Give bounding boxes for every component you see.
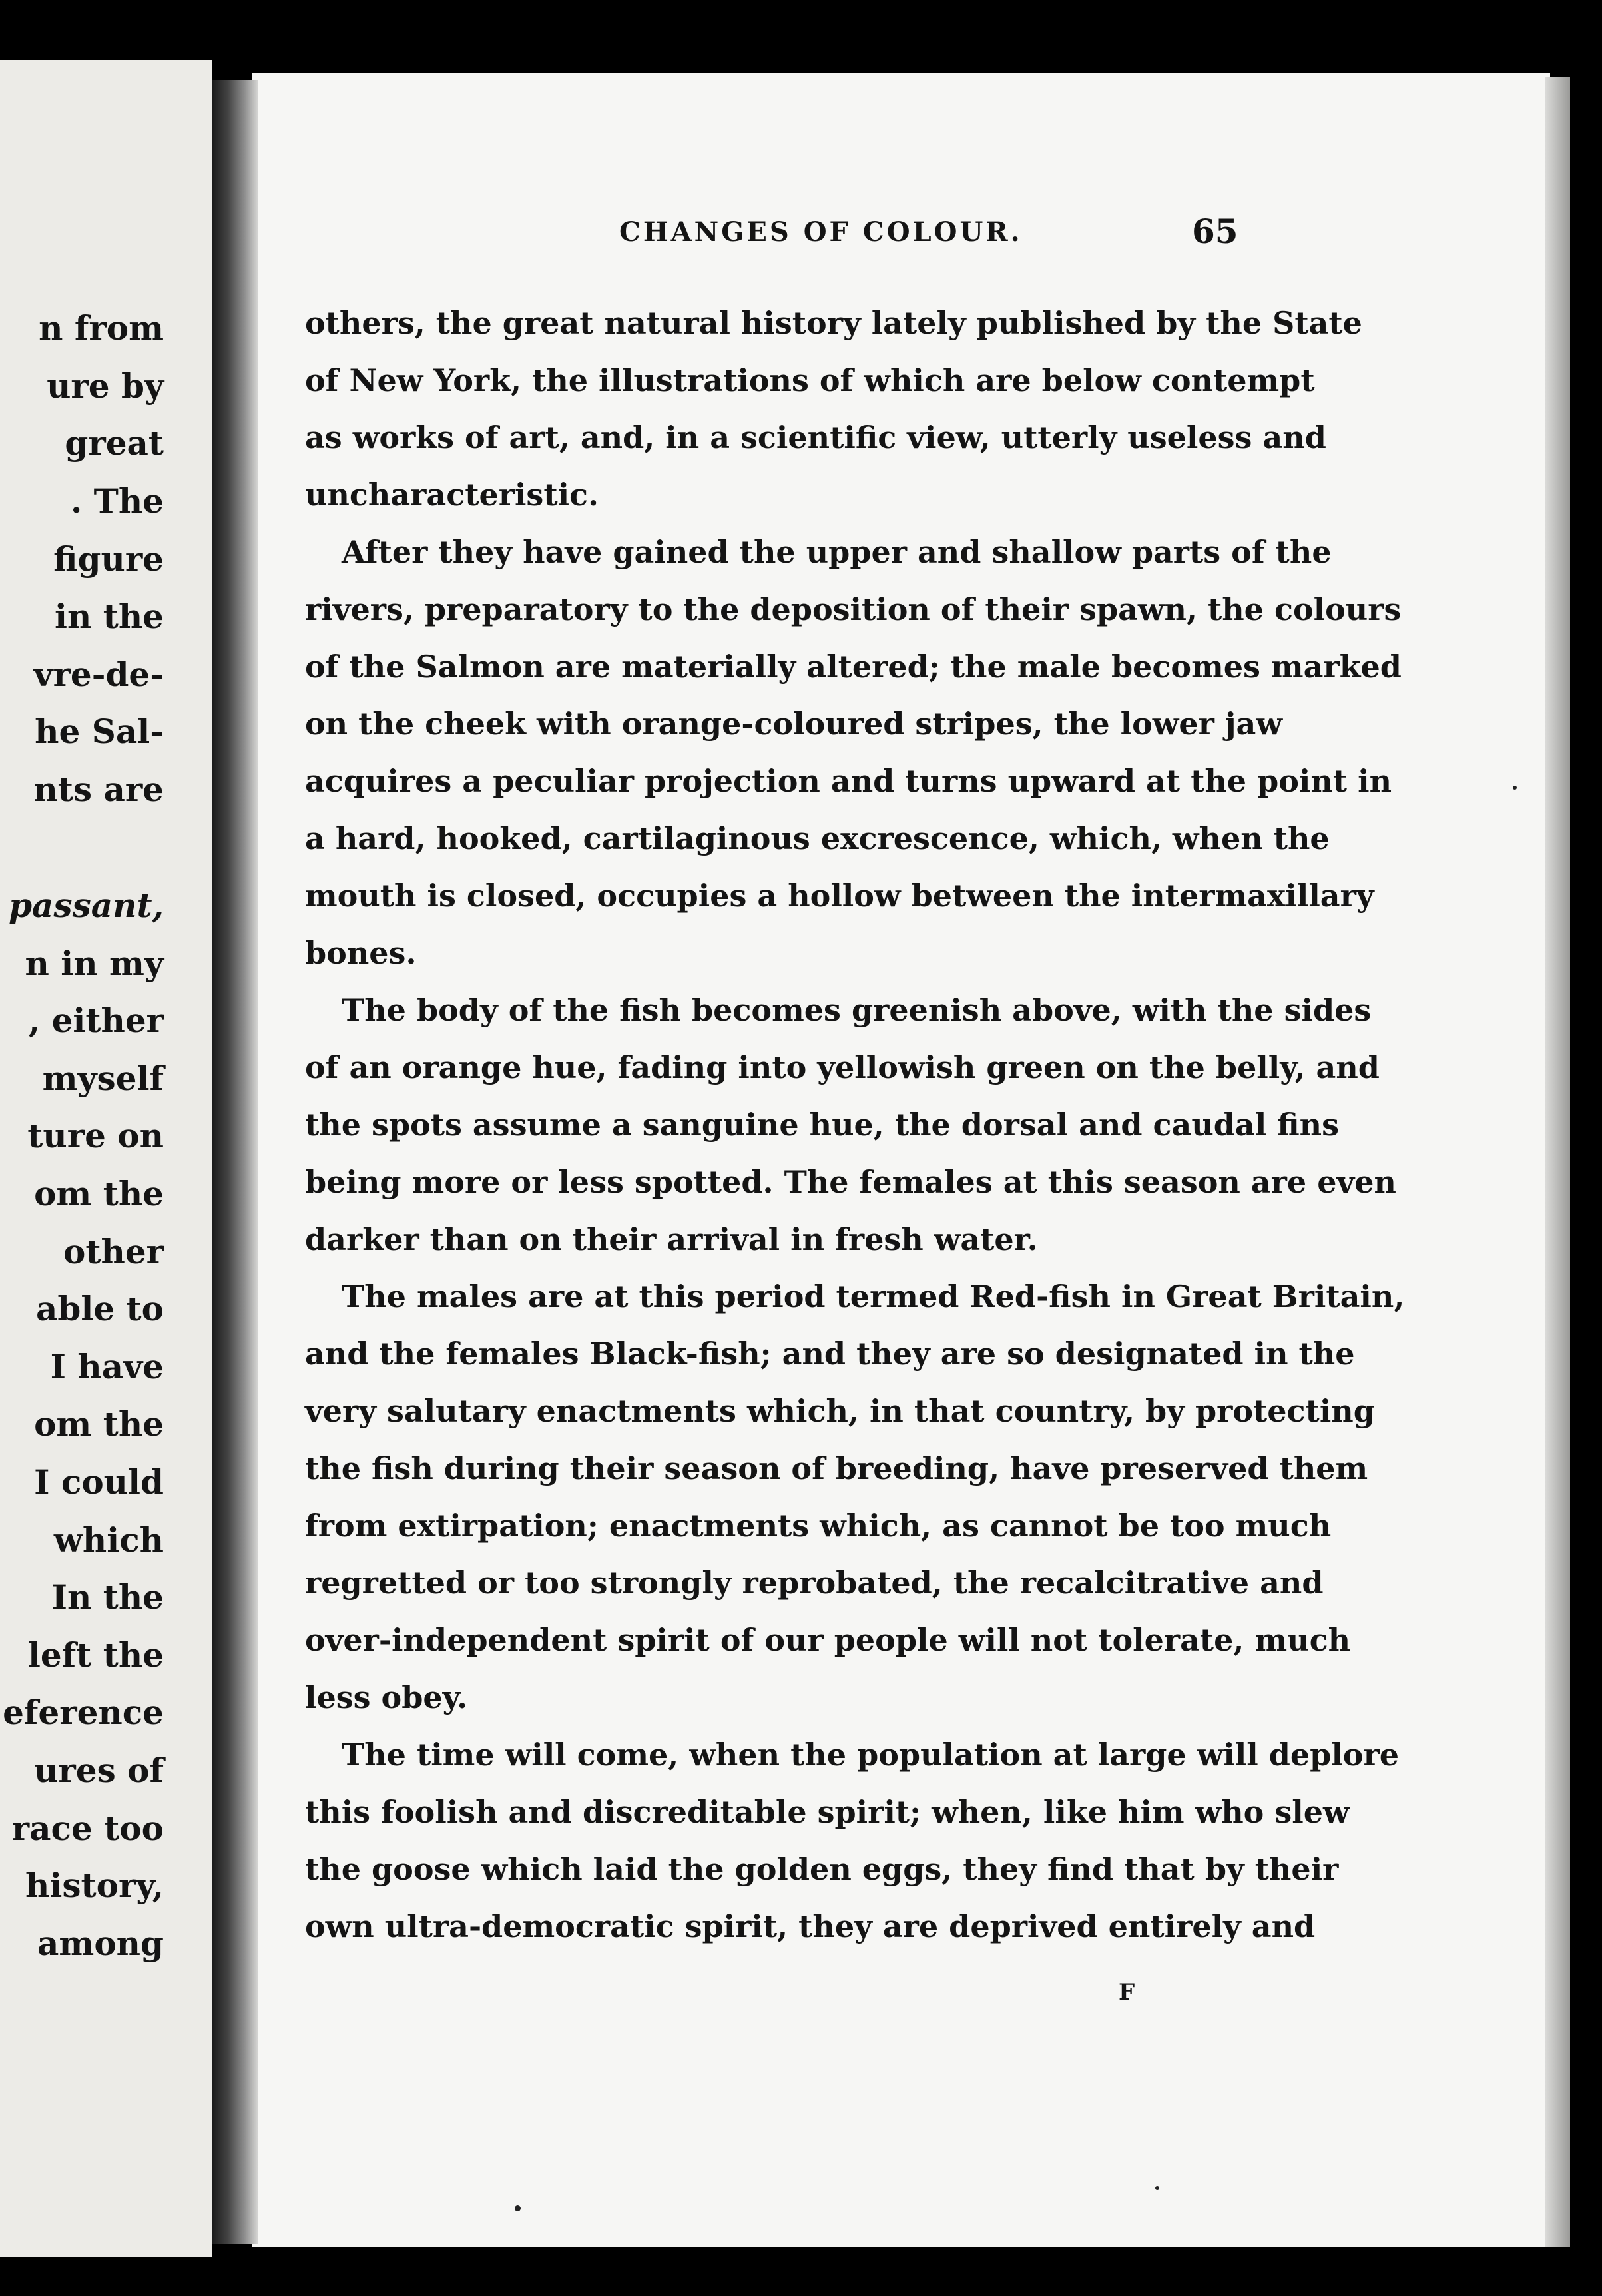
facing-page-line: figure xyxy=(53,539,164,579)
facing-page-line: ure by xyxy=(47,366,164,406)
text-line: After they have gained the upper and shallow parts of the xyxy=(342,534,1332,570)
text-line: acquires a peculiar projection and turns upward at the point in xyxy=(305,763,1392,799)
ink-speck xyxy=(1513,786,1517,790)
facing-page-line: which xyxy=(53,1520,164,1560)
text-line: others, the great natural history lately published by the State xyxy=(305,305,1362,341)
facing-page-line: history, xyxy=(25,1866,164,1905)
facing-page-line: I have xyxy=(50,1347,164,1386)
text-line: of the Salmon are materially altered; the male becomes marked xyxy=(305,649,1402,685)
text-line: The time will come, when the population at large will deplore xyxy=(342,1737,1399,1773)
text-line: this foolish and discreditable spirit; when, like him who slew xyxy=(305,1794,1350,1830)
text-line: and the females Black-fish; and they are so designated in the xyxy=(305,1336,1355,1372)
facing-page-fragment xyxy=(0,60,212,2257)
text-line: bones. xyxy=(305,935,417,971)
text-line: as works of art, and, in a scientific view, utterly useless and xyxy=(305,420,1326,455)
text-line: of an orange hue, fading into yellowish green on the belly, and xyxy=(305,1049,1380,1085)
page-edge xyxy=(1545,77,1570,2247)
text-line: over-independent spirit of our people will not tolerate, much xyxy=(305,1622,1351,1658)
text-line: the goose which laid the golden eggs, they find that by their xyxy=(305,1851,1339,1887)
text-line: of New York, the illustrations of which are below contempt xyxy=(305,362,1315,398)
facing-page-line: om the xyxy=(34,1404,164,1444)
book-gutter xyxy=(212,80,258,2244)
text-line: The males are at this period termed Red-fish in Great Britain, xyxy=(342,1279,1405,1314)
facing-page-line: other xyxy=(63,1232,164,1271)
text-line: a hard, hooked, cartilaginous excrescence, which, when the xyxy=(305,820,1330,856)
signature-mark: F xyxy=(1119,1979,1135,2006)
text-line: the fish during their season of breeding, have preserved them xyxy=(305,1450,1368,1486)
text-line: uncharacteristic. xyxy=(305,477,599,513)
facing-page-line: passant, xyxy=(9,886,164,925)
facing-page-line: ures of xyxy=(34,1751,164,1790)
text-line: The body of the fish becomes greenish above, with the sides xyxy=(342,992,1372,1028)
text-line: being more or less spotted. The females at this season are even xyxy=(305,1164,1396,1200)
facing-page-line: n in my xyxy=(25,944,164,983)
text-line: darker than on their arrival in fresh water. xyxy=(305,1221,1038,1257)
facing-page-line: In the xyxy=(51,1578,164,1617)
text-line: own ultra-democratic spirit, they are deprived entirely and xyxy=(305,1908,1316,1944)
facing-page-line: n from xyxy=(39,308,164,348)
facing-page-line: om the xyxy=(34,1174,164,1213)
facing-page-line: , either xyxy=(28,1001,164,1040)
facing-page-line: left the xyxy=(27,1635,164,1675)
text-line: rivers, preparatory to the deposition of their spawn, the colours xyxy=(305,591,1402,627)
page-number: 65 xyxy=(1192,212,1238,251)
ink-speck xyxy=(1155,2186,1159,2190)
facing-page-line: able to xyxy=(35,1289,164,1328)
text-line: from extirpation; enactments which, as cannot be too much xyxy=(305,1508,1332,1544)
text-line: very salutary enactments which, in that country, by protecting xyxy=(305,1393,1375,1429)
running-head: CHANGES OF COLOUR. xyxy=(619,216,1023,248)
facing-page-line: vre-de- xyxy=(33,655,164,694)
facing-page-line: eference xyxy=(3,1693,164,1732)
text-line: regretted or too strongly reprobated, the recalcitrative and xyxy=(305,1565,1324,1601)
text-line: less obey. xyxy=(305,1679,468,1715)
facing-page-line: . The xyxy=(70,481,164,521)
facing-page-line: great xyxy=(65,424,164,463)
text-line: on the cheek with orange-coloured stripes, the lower jaw xyxy=(305,706,1282,742)
facing-page-line: race too xyxy=(11,1809,164,1848)
ink-speck xyxy=(515,2205,521,2211)
facing-page-line: he Sal- xyxy=(35,712,164,751)
facing-page-line: among xyxy=(37,1924,164,1963)
text-line: the spots assume a sanguine hue, the dorsal and caudal fins xyxy=(305,1107,1340,1143)
facing-page-line: in the xyxy=(54,597,164,636)
facing-page-line: nts are xyxy=(33,770,164,809)
facing-page-line: I could xyxy=(34,1462,164,1502)
facing-page-line: myself xyxy=(42,1059,164,1098)
text-line: mouth is closed, occupies a hollow between the intermaxillary xyxy=(305,878,1374,914)
facing-page-line: ture on xyxy=(27,1116,164,1155)
